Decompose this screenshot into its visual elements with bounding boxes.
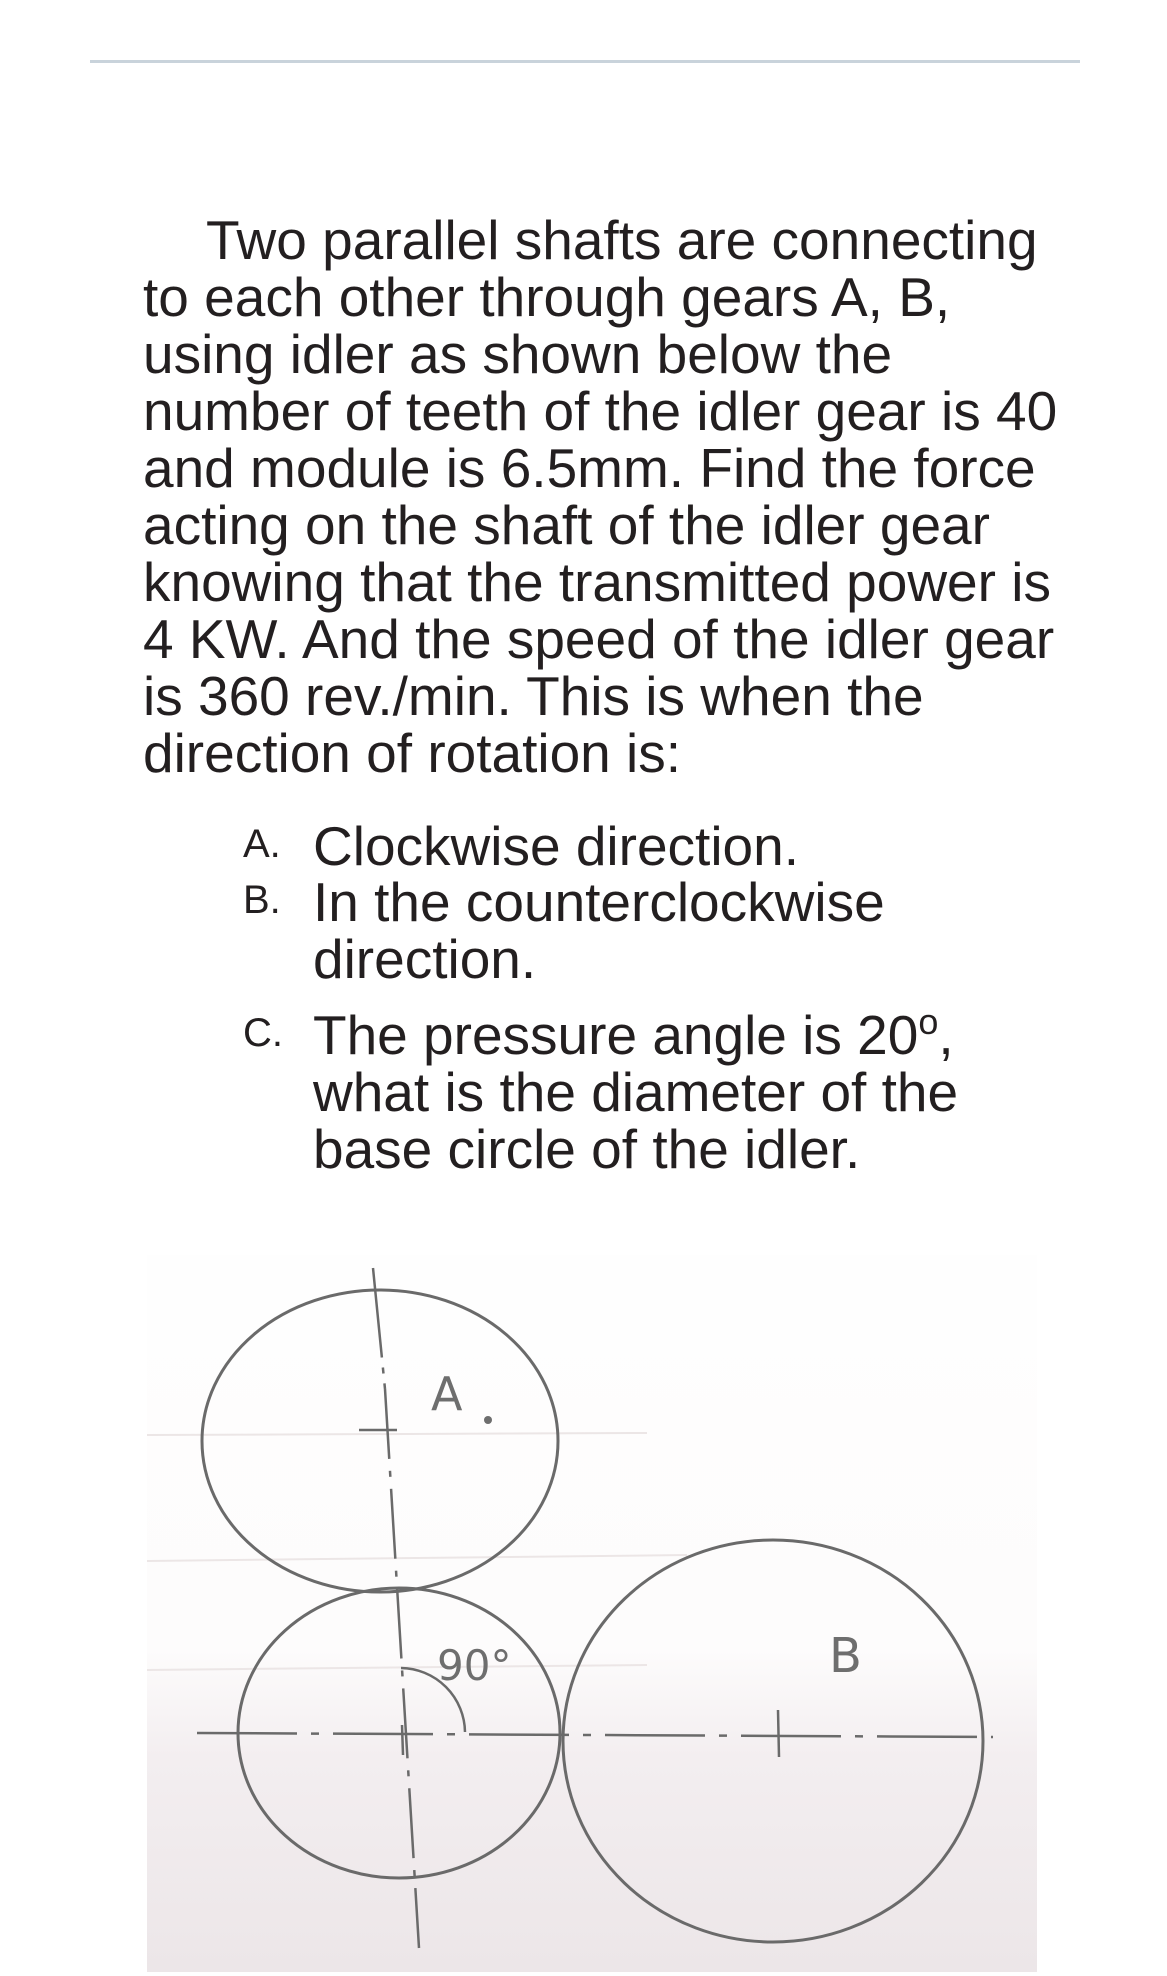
question-line: to each other through gears A, B, <box>143 266 951 328</box>
option-text: what is the diameter of the <box>313 1061 959 1123</box>
option-text: In the counterclockwise <box>313 871 885 933</box>
option-text: The pressure angle is 20$^o$, <box>313 1001 954 1066</box>
option-text: direction. <box>313 928 537 990</box>
question-line: acting on the shaft of the idler gear <box>143 494 990 556</box>
option-text: Clockwise direction. <box>313 815 800 877</box>
top-divider <box>90 60 1080 63</box>
degree-symbol: o <box>918 1001 939 1042</box>
gear-b-circle <box>563 1540 983 1942</box>
option-marker: B. <box>243 878 281 922</box>
question-line: 4 KW. And the speed of the idler gear <box>143 608 1055 670</box>
question-line: using idler as shown below the <box>143 323 893 385</box>
question-line: Two parallel shafts are connecting <box>206 209 1038 271</box>
question-line: is 360 rev./min. This is when the <box>143 665 924 727</box>
gear-diagram-figure <box>147 1255 1037 1972</box>
option-marker: A. <box>243 822 281 866</box>
question-line: direction of rotation is: <box>143 722 682 784</box>
paper-lines <box>147 1433 687 1670</box>
gear-b-label: B <box>829 1628 862 1684</box>
gear-diagram <box>147 1255 1037 1972</box>
question-line: knowing that the transmitted power is <box>143 551 1051 613</box>
gear-a-label: A <box>431 1367 463 1421</box>
question-line: number of teeth of the idler gear is 40 <box>143 380 1058 442</box>
vertical-centerline <box>373 1268 385 1389</box>
option-text: base circle of the idler. <box>313 1118 861 1180</box>
option-marker: C. <box>243 1011 283 1055</box>
question-line: and module is 6.5mm. Find the force <box>143 437 1036 499</box>
horizontal-centerline <box>197 1733 993 1737</box>
gear-a-dot <box>484 1416 492 1424</box>
angle-label: 90° <box>437 1641 512 1690</box>
